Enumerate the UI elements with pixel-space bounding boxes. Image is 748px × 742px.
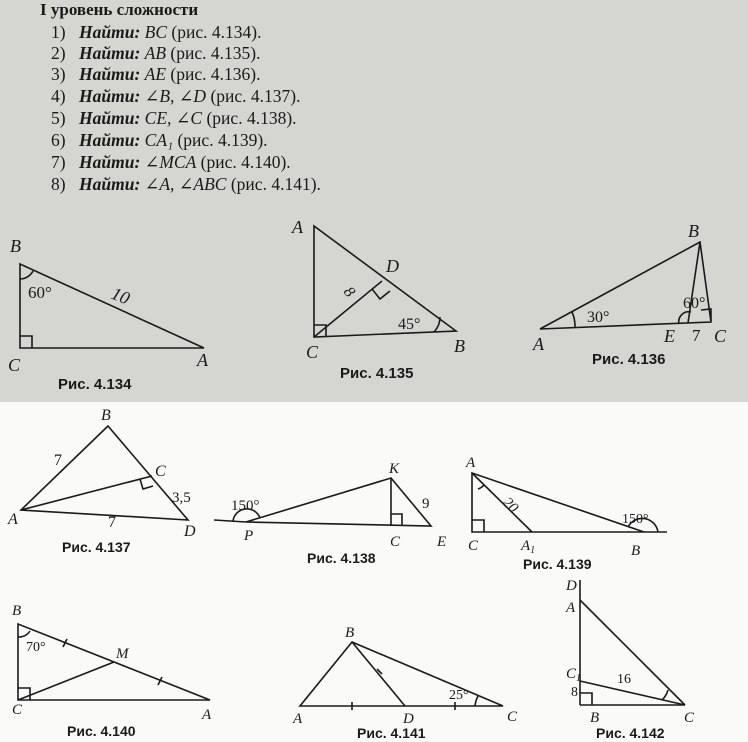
task-keyword: Найти: xyxy=(79,152,141,172)
angle-arc-a xyxy=(478,485,484,489)
point-label-c: C xyxy=(306,342,319,362)
task-figure-ref: (рис. 4.139). xyxy=(177,130,268,150)
task-keyword: Найти: xyxy=(79,43,141,63)
angle-arc xyxy=(18,631,30,637)
task-target: AB xyxy=(144,43,167,63)
point-label-b: B xyxy=(590,710,600,726)
point-label-m: M xyxy=(116,646,129,662)
task-figure-ref: (рис. 4.134). xyxy=(171,22,262,42)
segment-c1c xyxy=(580,681,685,705)
side-label-ad: 7 xyxy=(108,514,116,531)
segment-ac xyxy=(21,476,152,510)
point-label-a1-subscript: 1 xyxy=(530,545,536,556)
point-label-e: E xyxy=(664,326,675,346)
point-label-a: A xyxy=(466,455,476,471)
right-angle-mark xyxy=(140,479,153,489)
task-figure-ref: (рис. 4.136). xyxy=(170,64,261,84)
angle-arc xyxy=(662,690,668,700)
task-keyword: Найти: xyxy=(79,174,141,194)
right-angle-mark xyxy=(391,514,402,526)
point-label-b: B xyxy=(688,221,699,241)
point-label-c: C xyxy=(714,326,727,346)
segment-ac xyxy=(580,600,685,705)
figure-caption: Рис. 4.142 xyxy=(596,725,665,741)
task-figure-ref: (рис. 4.141). xyxy=(230,174,321,194)
right-angle-mark-d xyxy=(372,289,390,299)
point-label-b: B xyxy=(101,407,111,424)
point-label-a: A xyxy=(566,600,576,616)
task-figure-ref: (рис. 4.135). xyxy=(170,43,261,63)
right-angle-mark xyxy=(580,693,592,705)
task-number: 6) xyxy=(51,130,66,150)
angle-label: 25° xyxy=(449,688,469,703)
task-target: BC xyxy=(144,22,168,42)
side-label: 7 xyxy=(692,326,701,345)
side-label-bc1: 8 xyxy=(571,685,578,700)
side-label: 9 xyxy=(422,496,430,512)
right-angle-mark-c xyxy=(314,325,326,336)
task-number: 7) xyxy=(51,152,66,172)
triangle-bca xyxy=(20,264,204,348)
point-label-b: B xyxy=(12,603,22,619)
point-label-d: D xyxy=(403,711,414,727)
point-label-c1-subscript: 1 xyxy=(576,673,582,684)
figure-4-135 xyxy=(291,217,465,382)
triangle-acb xyxy=(472,473,644,532)
task-number: 5) xyxy=(51,108,66,128)
task-number: 3) xyxy=(51,64,66,84)
angle-label-a: 30° xyxy=(587,309,610,326)
point-label-b: B xyxy=(345,625,355,641)
figure-4-137 xyxy=(7,407,196,555)
point-label-c: C xyxy=(684,710,695,726)
angle-label: 70° xyxy=(26,640,46,655)
task-target: AE xyxy=(144,64,167,84)
side-label-c1c: 16 xyxy=(617,672,631,687)
point-label-p: P xyxy=(244,528,254,544)
ray-extension xyxy=(214,520,246,522)
point-label-c: C xyxy=(8,355,21,375)
point-label-d: D xyxy=(184,523,196,540)
figure-caption: Рис. 4.140 xyxy=(67,723,136,739)
point-label-a: A xyxy=(292,217,303,237)
side-label: 10 xyxy=(108,283,133,309)
figure-caption: Рис. 4.134 xyxy=(58,376,132,393)
point-label-c1 xyxy=(566,666,581,684)
task-number: 1) xyxy=(51,22,66,42)
angle-label: 60° xyxy=(28,283,52,302)
point-label-c: C xyxy=(507,709,518,725)
task-figure-ref: (рис. 4.137). xyxy=(210,86,301,106)
angle-arc xyxy=(20,271,33,279)
angle-label: 45° xyxy=(398,316,421,333)
point-label-a1 xyxy=(520,538,535,556)
point-label-b: B xyxy=(454,336,465,356)
right-angle-mark xyxy=(472,520,484,532)
task-number: 4) xyxy=(51,86,66,106)
point-label-a1-letter: A xyxy=(521,538,531,554)
point-label-a: A xyxy=(8,511,18,528)
point-label-c: C xyxy=(155,463,166,480)
level-heading: I уровень сложности xyxy=(40,0,199,19)
figure-4-139 xyxy=(465,455,667,572)
side-label-cd: 3,5 xyxy=(172,490,191,506)
point-label-c: C xyxy=(468,538,479,554)
task-figure-ref: (рис. 4.138). xyxy=(206,108,297,128)
point-label-c: C xyxy=(12,702,23,718)
angle-label: 150° xyxy=(231,498,260,514)
task-keyword: Найти: xyxy=(79,22,141,42)
angle-arc xyxy=(434,317,440,332)
figure-caption: Рис. 4.136 xyxy=(592,351,666,368)
figure-4-134 xyxy=(8,236,209,393)
task-keyword: Найти: xyxy=(79,86,141,106)
figure-caption: Рис. 4.139 xyxy=(523,556,592,572)
side-label: 20 xyxy=(499,494,522,517)
point-label-e: E xyxy=(437,534,447,550)
figure-4-140 xyxy=(12,603,212,739)
figure-4-141 xyxy=(292,625,518,741)
side-label-ab: 7 xyxy=(54,452,62,469)
point-label-d: D xyxy=(386,256,399,276)
point-label-a: A xyxy=(202,707,212,723)
point-label-b: B xyxy=(10,236,21,256)
figure-caption: Рис. 4.137 xyxy=(62,539,131,555)
point-label-a: A xyxy=(533,334,544,354)
task-target: CE, ∠C xyxy=(144,108,203,128)
task-number: 8) xyxy=(51,174,66,194)
point-label-k: K xyxy=(389,461,400,477)
task-target: ∠B, ∠D xyxy=(144,86,207,106)
task-target: CA₁ xyxy=(144,130,174,150)
task-target: ∠MCA xyxy=(144,152,197,172)
task-keyword: Найти: xyxy=(79,64,141,84)
triangle-pke xyxy=(246,478,431,526)
side-label: 8 xyxy=(339,283,359,301)
figure-4-138 xyxy=(214,461,446,566)
point-label-d: D xyxy=(566,578,577,594)
angle-arc-a xyxy=(572,312,575,327)
figure-caption: Рис. 4.138 xyxy=(307,550,376,566)
right-angle-mark xyxy=(20,336,32,348)
triangle-abc xyxy=(540,242,711,329)
task-keyword: Найти: xyxy=(79,130,141,150)
point-label-c1-letter: C xyxy=(566,666,577,682)
figure-4-136 xyxy=(532,221,727,368)
angle-label: 150° xyxy=(622,512,649,527)
figure-caption: Рис. 4.141 xyxy=(357,725,426,741)
point-label-b: B xyxy=(631,543,641,559)
point-label-c: C xyxy=(390,534,401,550)
segment-bd xyxy=(352,642,405,706)
angle-label-e: 60° xyxy=(683,295,706,312)
task-target: ∠A, ∠ABC xyxy=(144,174,227,194)
point-label-a: A xyxy=(293,711,303,727)
angle-arc xyxy=(475,696,478,706)
task-keyword: Найти: xyxy=(79,108,141,128)
task-number: 2) xyxy=(51,43,66,63)
figure-caption: Рис. 4.135 xyxy=(340,365,414,382)
figure-4-142 xyxy=(565,578,695,741)
median-cm xyxy=(18,662,114,700)
point-label-a: A xyxy=(197,350,208,370)
task-figure-ref: (рис. 4.140). xyxy=(200,152,291,172)
triangle-bac xyxy=(300,642,503,706)
